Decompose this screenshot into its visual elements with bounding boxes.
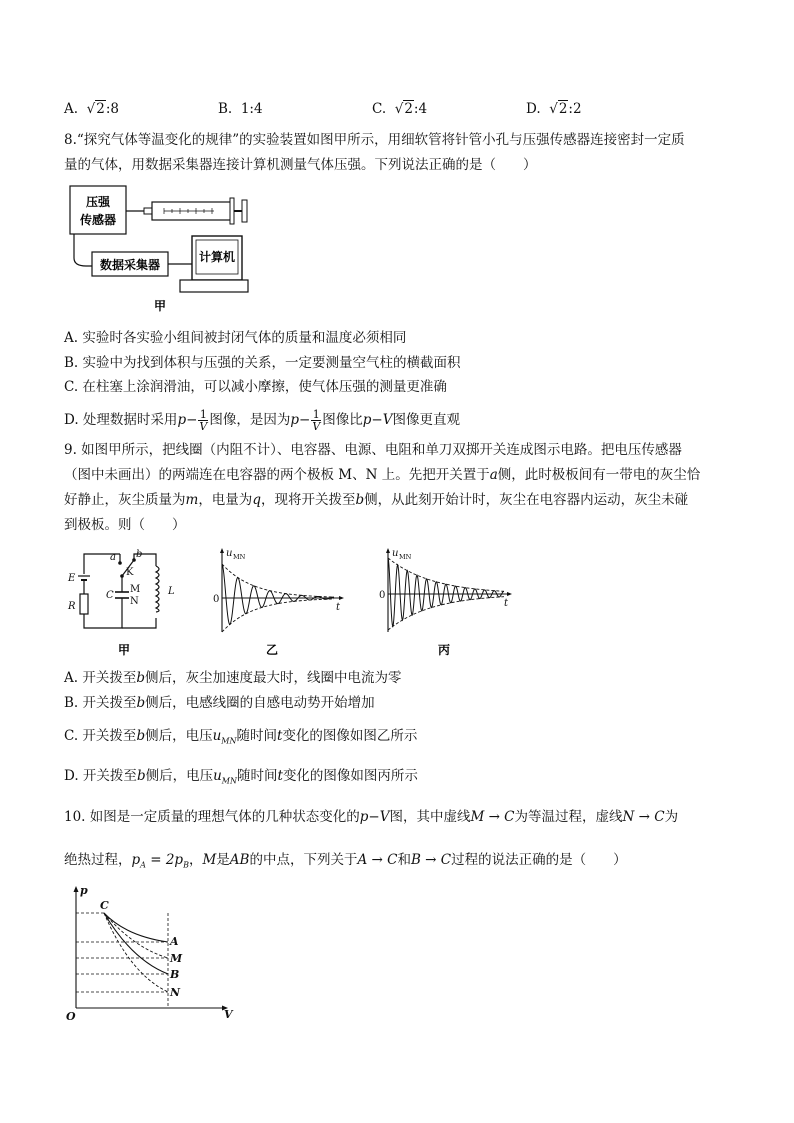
radical: 2 xyxy=(96,101,105,117)
q9-stem-line3: 好静止，灰尘质量为m，电量为q，现将开关拨至b侧，从此刻开始计时，灰尘在电容器内运动，灰尘未碰 xyxy=(64,492,689,508)
option-label: B. xyxy=(218,101,233,117)
q9-circuit-figure xyxy=(64,546,189,658)
bing-envelope-lower xyxy=(388,597,504,630)
caption-yi: 乙 xyxy=(265,643,279,657)
q9-stem-line2: （图中未画出）的两端连在电容器的两个极板 M、N 上。先把开关置于a侧，此时极板间有一带电的灰尘恰 xyxy=(64,467,701,483)
q10-stem-line1: 10. 如图是一定质量的理想气体的几种状态变化的p−V图，其中虚线M → C为等温过程，虚线N → C为 xyxy=(64,809,679,825)
label-N: N xyxy=(130,596,139,607)
cable-sensor-collector xyxy=(74,234,92,266)
q9-stem-line1: 9. 如图甲所示，把线圈（内阻不计）、电容器、电源、电阻和单刀双掷开关连成图示电路。把电压传感器 xyxy=(64,442,682,458)
label-K: K xyxy=(126,567,134,578)
yi-oscillation-curve xyxy=(222,564,334,624)
q7-option-c: C. √2:4 xyxy=(372,101,428,117)
svg-text:B: B xyxy=(170,968,180,981)
option-value: :4 xyxy=(413,101,428,117)
svg-text:V: V xyxy=(224,1008,233,1021)
curve-C-to-M-isothermal xyxy=(104,913,168,958)
syringe-tip xyxy=(144,208,152,214)
q9-stem-line4: 到极板。则（ ） xyxy=(64,517,186,533)
syringe-plunger-handle xyxy=(242,200,247,222)
option-value: :2 xyxy=(568,101,582,117)
q9-option-d: D. 开关拨至b侧后，电压$u_{MN}$随时间t变化的图像如图丙所示 xyxy=(64,768,418,786)
computer-base xyxy=(180,280,248,292)
q9-option-b: B. 开关拨至b侧后，电感线圈的自感电动势开始增加 xyxy=(64,695,375,711)
svg-text:C: C xyxy=(100,899,109,912)
q8-option-d: D. 处理数据时采用p− $\frac{1}{V}$ 图像，是因为p− $\frac{1}{V}$ 图像比p−V图像更直观 xyxy=(64,408,460,433)
q9-option-c: C. 开关拨至b侧后，电压$u_{MN}$随时间t变化的图像如图乙所示 xyxy=(64,728,418,746)
svg-text:u: u xyxy=(226,548,233,559)
q8-figure-apparatus xyxy=(64,184,264,314)
label-R: R xyxy=(68,601,76,612)
svg-text:0: 0 xyxy=(213,594,220,605)
computer-label: 计算机 xyxy=(198,250,236,264)
option-label: A. xyxy=(64,101,79,117)
svg-text:N: N xyxy=(170,986,181,999)
q9-graph-yi xyxy=(212,546,350,658)
label-b: b xyxy=(136,549,143,560)
q7-option-a: A. √2:8 xyxy=(64,101,119,117)
syringe-flange xyxy=(230,198,234,224)
resistor xyxy=(80,594,88,614)
curve-C-to-N-adiabatic xyxy=(104,913,168,992)
svg-text:MN: MN xyxy=(233,553,246,561)
q8-option-b: B. 实验中为找到体积与压强的关系，一定要测量空气柱的横截面积 xyxy=(64,355,461,371)
svg-text:0: 0 xyxy=(379,590,386,601)
label-E: E xyxy=(68,573,76,584)
svg-text:O: O xyxy=(66,1010,76,1022)
option-value: 1:4 xyxy=(240,101,263,117)
svg-text:u: u xyxy=(392,548,399,559)
q9-graph-bing xyxy=(378,546,516,658)
q10-pv-diagram xyxy=(64,882,244,1022)
q7-option-b xyxy=(218,101,263,117)
sensor-label-1: 压强 xyxy=(85,195,111,209)
option-label: D. xyxy=(526,101,541,117)
collector-label: 数据采集器 xyxy=(99,258,161,272)
q10-stem-line2: 绝热过程，$p_A = 2p_B$，M是AB的中点，下列关于A → C和B → C过程的说法正确的是（ ） xyxy=(64,852,627,870)
option-label: C. xyxy=(372,101,387,117)
q8-option-a: A. 实验时各实验小组间被封闭气体的质量和温度必须相同 xyxy=(64,330,407,346)
caption-jia: 甲 xyxy=(117,643,131,657)
svg-text:MN: MN xyxy=(399,553,412,561)
radical: 2 xyxy=(404,101,413,117)
label-a: a xyxy=(110,552,116,563)
q8-stem-line2: 量的气体，用数据采集器连接计算机测量气体压强。下列说法正确的是（ ） xyxy=(64,157,537,173)
label-L: L xyxy=(168,586,175,597)
label-C: C xyxy=(106,590,114,601)
bing-oscillation-curve xyxy=(388,558,504,626)
q7-option-d: D. √2:2 xyxy=(526,101,582,117)
svg-text:p: p xyxy=(80,884,88,897)
svg-text:M: M xyxy=(170,952,183,965)
option-value: :8 xyxy=(105,101,119,117)
q8-option-c: C. 在柱塞上涂润滑油，可以减小摩擦，使气体压强的测量更准确 xyxy=(64,379,447,395)
label-M: M xyxy=(130,584,141,595)
caption-bing: 丙 xyxy=(437,643,451,657)
svg-text:A: A xyxy=(170,935,179,948)
q8-stem-line1: 8.“探究气体等温变化的规律”的实验装置如图甲所示，用细软管将针管小孔与压强传感器连接密封一定质 xyxy=(64,132,685,148)
figure-caption-jia: 甲 xyxy=(153,299,167,313)
radical: 2 xyxy=(558,101,568,117)
q9-option-a: A. 开关拨至b侧后，灰尘加速度最大时，线圈中电流为零 xyxy=(64,670,402,686)
svg-text:t: t xyxy=(336,602,341,613)
inductor-coil xyxy=(156,566,159,612)
svg-text:t: t xyxy=(504,598,509,609)
sensor-label-2: 传感器 xyxy=(79,213,117,227)
